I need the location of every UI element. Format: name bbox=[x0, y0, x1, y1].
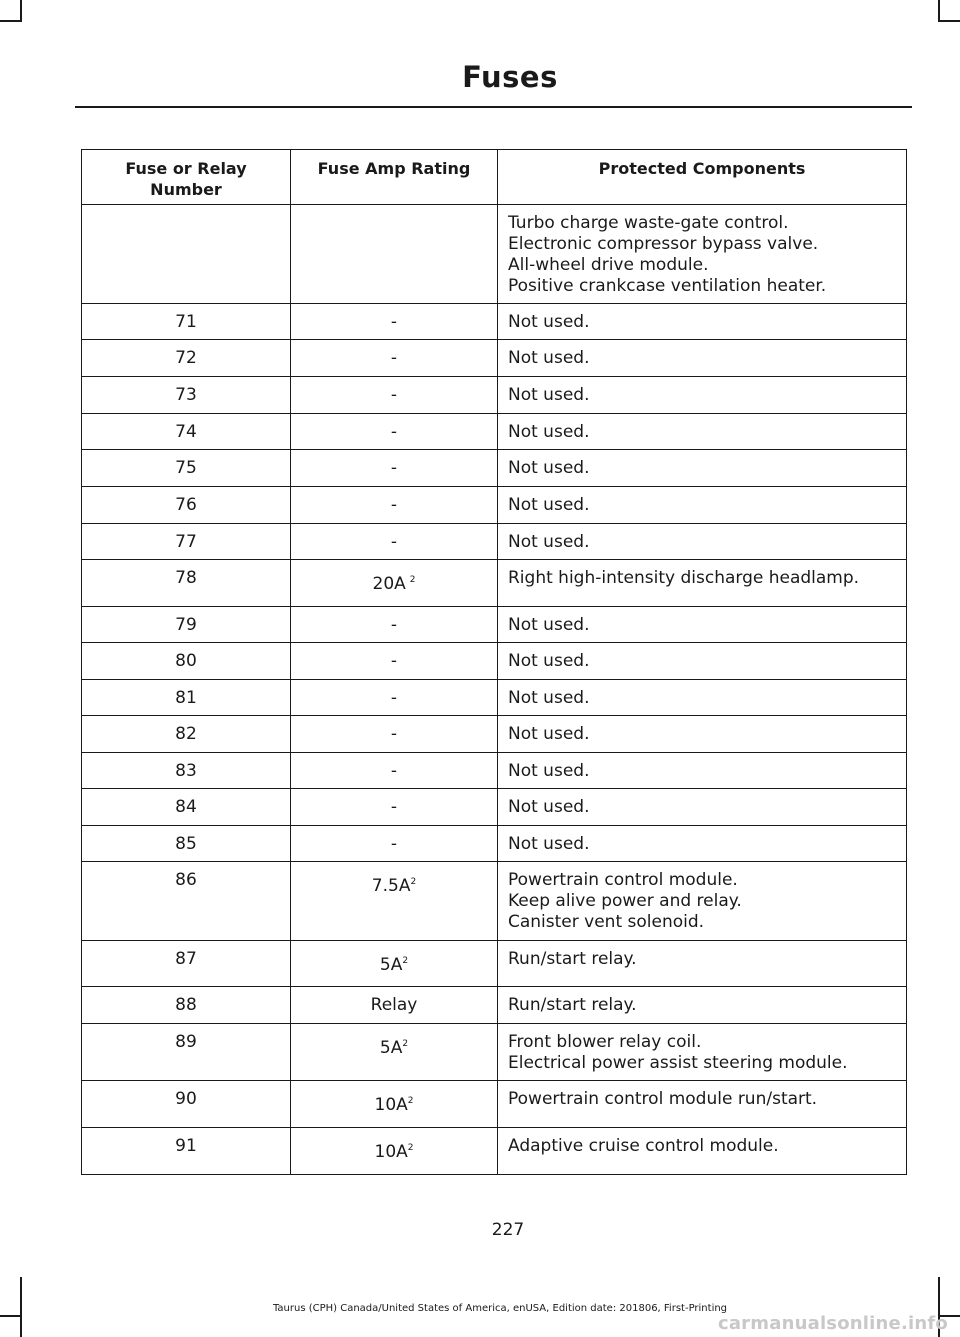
fuse-number-cell: 74 bbox=[82, 414, 291, 450]
amp-rating-value: - bbox=[390, 834, 398, 854]
amp-rating-cell bbox=[291, 377, 498, 414]
components-cell bbox=[498, 826, 907, 862]
components-cell bbox=[498, 643, 907, 680]
fuse-number-cell: 86 bbox=[82, 862, 291, 941]
fuse-number-cell: 75 bbox=[82, 450, 291, 487]
amp-rating-value: - bbox=[390, 348, 398, 368]
component-line: Not used. bbox=[508, 724, 590, 744]
amp-rating-value: Relay bbox=[370, 995, 418, 1015]
amp-rating-cell bbox=[291, 941, 498, 987]
components-cell bbox=[498, 304, 907, 340]
component-line: Not used. bbox=[508, 458, 590, 478]
amp-rating-cell bbox=[291, 643, 498, 680]
table-row bbox=[82, 487, 907, 524]
table-header-row bbox=[82, 150, 907, 205]
crop-mark bbox=[20, 0, 22, 22]
fuse-number-cell bbox=[82, 205, 291, 304]
amp-rating-value: - bbox=[390, 422, 398, 442]
footer-edition: Taurus (CPH) Canada/United States of America, enUSA, Edition date: 201806, First-Printing bbox=[272, 1303, 728, 1314]
table-row bbox=[82, 304, 907, 340]
fuse-number-cell: 91 bbox=[82, 1128, 291, 1175]
fuse-number-cell: 80 bbox=[82, 643, 291, 680]
table-row bbox=[82, 524, 907, 560]
fuse-number-cell: 82 bbox=[82, 716, 291, 753]
amp-rating-value: - bbox=[390, 724, 398, 744]
table-row bbox=[82, 414, 907, 450]
amp-rating-cell bbox=[291, 1128, 498, 1175]
amp-rating-value: 5A bbox=[379, 1038, 403, 1058]
fuse-number-cell: 84 bbox=[82, 789, 291, 826]
footnote-marker: 2 bbox=[409, 575, 416, 585]
fuse-number-cell: 83 bbox=[82, 753, 291, 789]
components-cell bbox=[498, 1128, 907, 1175]
amp-rating-cell bbox=[291, 414, 498, 450]
crop-mark bbox=[938, 0, 940, 22]
amp-rating-value: 10A bbox=[374, 1142, 408, 1162]
title-rule bbox=[75, 106, 912, 108]
footnote-marker: 2 bbox=[402, 956, 409, 966]
amp-rating-value: 20A bbox=[372, 574, 406, 594]
fuse-number-cell: 90 bbox=[82, 1081, 291, 1128]
footnote-marker: 2 bbox=[402, 1039, 409, 1049]
amp-rating-cell bbox=[291, 304, 498, 340]
component-line: Not used. bbox=[508, 385, 590, 405]
amp-rating-value: - bbox=[390, 761, 398, 781]
component-line: Keep alive power and relay. bbox=[508, 891, 742, 911]
component-line: Front blower relay coil. bbox=[508, 1032, 702, 1052]
components-cell bbox=[498, 1081, 907, 1128]
component-line: Right high-intensity discharge headlamp. bbox=[508, 568, 860, 588]
crop-mark bbox=[0, 20, 22, 22]
component-line: Electrical power assist steering module. bbox=[508, 1053, 848, 1073]
continuation-row bbox=[82, 205, 907, 304]
fuse-number-cell: 88 bbox=[82, 987, 291, 1024]
amp-rating-cell bbox=[291, 1024, 498, 1081]
components-cell bbox=[498, 716, 907, 753]
footnote-marker: 2 bbox=[410, 877, 417, 887]
footnote-marker: 2 bbox=[407, 1096, 414, 1106]
fuse-number-cell: 85 bbox=[82, 826, 291, 862]
column-header-number: Fuse or Relay Number bbox=[82, 150, 291, 205]
fuse-number-cell: 76 bbox=[82, 487, 291, 524]
table-row bbox=[82, 789, 907, 826]
amp-rating-cell bbox=[291, 680, 498, 716]
table-row bbox=[82, 607, 907, 643]
fuse-number-cell: 79 bbox=[82, 607, 291, 643]
component-line: Adaptive cruise control module. bbox=[508, 1136, 779, 1156]
components-cell bbox=[498, 524, 907, 560]
component-line: Electronic compressor bypass valve. bbox=[508, 234, 819, 254]
page-number: 227 bbox=[491, 1220, 525, 1240]
page-title: Fuses bbox=[462, 60, 558, 94]
amp-rating-value: - bbox=[390, 651, 398, 671]
crop-mark bbox=[0, 1315, 22, 1317]
components-cell bbox=[498, 487, 907, 524]
components-cell bbox=[498, 987, 907, 1024]
table-row bbox=[82, 1128, 907, 1175]
table-row bbox=[82, 643, 907, 680]
fuse-number-cell: 77 bbox=[82, 524, 291, 560]
component-line: Canister vent solenoid. bbox=[508, 912, 705, 932]
component-line: Not used. bbox=[508, 615, 590, 635]
components-cell bbox=[498, 862, 907, 941]
amp-rating-cell bbox=[291, 826, 498, 862]
amp-rating-value: - bbox=[390, 797, 398, 817]
fuse-number-cell: 71 bbox=[82, 304, 291, 340]
components-cell bbox=[498, 753, 907, 789]
amp-rating-cell bbox=[291, 716, 498, 753]
component-line: Run/start relay. bbox=[508, 995, 637, 1015]
component-line: All-wheel drive module. bbox=[508, 255, 709, 275]
watermark: carmanualsonline.info bbox=[717, 1313, 948, 1334]
component-line: Powertrain control module. bbox=[508, 870, 738, 890]
table-row bbox=[82, 1081, 907, 1128]
table-row bbox=[82, 1024, 907, 1081]
amp-rating-cell bbox=[291, 560, 498, 607]
column-header-components: Protected Components bbox=[498, 150, 907, 205]
components-cell bbox=[498, 414, 907, 450]
component-line: Not used. bbox=[508, 422, 590, 442]
component-line: Not used. bbox=[508, 312, 590, 332]
components-cell bbox=[498, 205, 907, 304]
component-line: Turbo charge waste-gate control. bbox=[508, 213, 789, 233]
amp-rating-cell bbox=[291, 753, 498, 789]
amp-rating-cell bbox=[291, 1081, 498, 1128]
fuse-number-cell: 89 bbox=[82, 1024, 291, 1081]
table-row bbox=[82, 987, 907, 1024]
amp-rating-value: 5A bbox=[379, 955, 403, 975]
table-row bbox=[82, 340, 907, 377]
crop-mark bbox=[938, 20, 960, 22]
table-row bbox=[82, 753, 907, 789]
table-row bbox=[82, 450, 907, 487]
components-cell bbox=[498, 789, 907, 826]
amp-rating-cell bbox=[291, 340, 498, 377]
table-row bbox=[82, 680, 907, 716]
amp-rating-value: - bbox=[390, 312, 398, 332]
fuse-table bbox=[81, 149, 907, 1175]
fuse-number-cell: 81 bbox=[82, 680, 291, 716]
components-cell bbox=[498, 377, 907, 414]
amp-rating-cell bbox=[291, 450, 498, 487]
component-line: Not used. bbox=[508, 495, 590, 515]
fuse-number-cell: 72 bbox=[82, 340, 291, 377]
components-cell bbox=[498, 560, 907, 607]
components-cell bbox=[498, 340, 907, 377]
amp-rating-value: 10A bbox=[374, 1095, 408, 1115]
component-line: Powertrain control module run/start. bbox=[508, 1089, 818, 1109]
table-row bbox=[82, 941, 907, 987]
component-line: Run/start relay. bbox=[508, 949, 637, 969]
component-line: Not used. bbox=[508, 532, 590, 552]
amp-rating-cell bbox=[291, 205, 498, 304]
amp-rating-cell bbox=[291, 524, 498, 560]
components-cell bbox=[498, 680, 907, 716]
fuse-number-cell: 73 bbox=[82, 377, 291, 414]
table-row bbox=[82, 377, 907, 414]
components-cell bbox=[498, 941, 907, 987]
amp-rating-value: - bbox=[390, 688, 398, 708]
table-row bbox=[82, 826, 907, 862]
table-row bbox=[82, 716, 907, 753]
fuse-number-cell: 78 bbox=[82, 560, 291, 607]
components-cell bbox=[498, 607, 907, 643]
amp-rating-cell bbox=[291, 607, 498, 643]
component-line: Not used. bbox=[508, 651, 590, 671]
amp-rating-value: - bbox=[390, 532, 398, 552]
fuse-number-cell: 87 bbox=[82, 941, 291, 987]
amp-rating-cell bbox=[291, 789, 498, 826]
component-line: Not used. bbox=[508, 834, 590, 854]
component-line: Not used. bbox=[508, 761, 590, 781]
amp-rating-value: 7.5A bbox=[371, 876, 411, 896]
component-line: Not used. bbox=[508, 797, 590, 817]
components-cell bbox=[498, 450, 907, 487]
amp-rating-value: - bbox=[390, 615, 398, 635]
components-cell bbox=[498, 1024, 907, 1081]
column-header-amp: Fuse Amp Rating bbox=[291, 150, 498, 205]
component-line: Not used. bbox=[508, 348, 590, 368]
amp-rating-value: - bbox=[390, 385, 398, 405]
table-row bbox=[82, 560, 907, 607]
amp-rating-cell bbox=[291, 987, 498, 1024]
component-line: Not used. bbox=[508, 688, 590, 708]
table-row bbox=[82, 862, 907, 941]
amp-rating-cell bbox=[291, 862, 498, 941]
component-line: Positive crankcase ventilation heater. bbox=[508, 276, 827, 296]
amp-rating-value: - bbox=[390, 458, 398, 478]
amp-rating-value: - bbox=[390, 495, 398, 515]
amp-rating-cell bbox=[291, 487, 498, 524]
footnote-marker: 2 bbox=[407, 1143, 414, 1153]
